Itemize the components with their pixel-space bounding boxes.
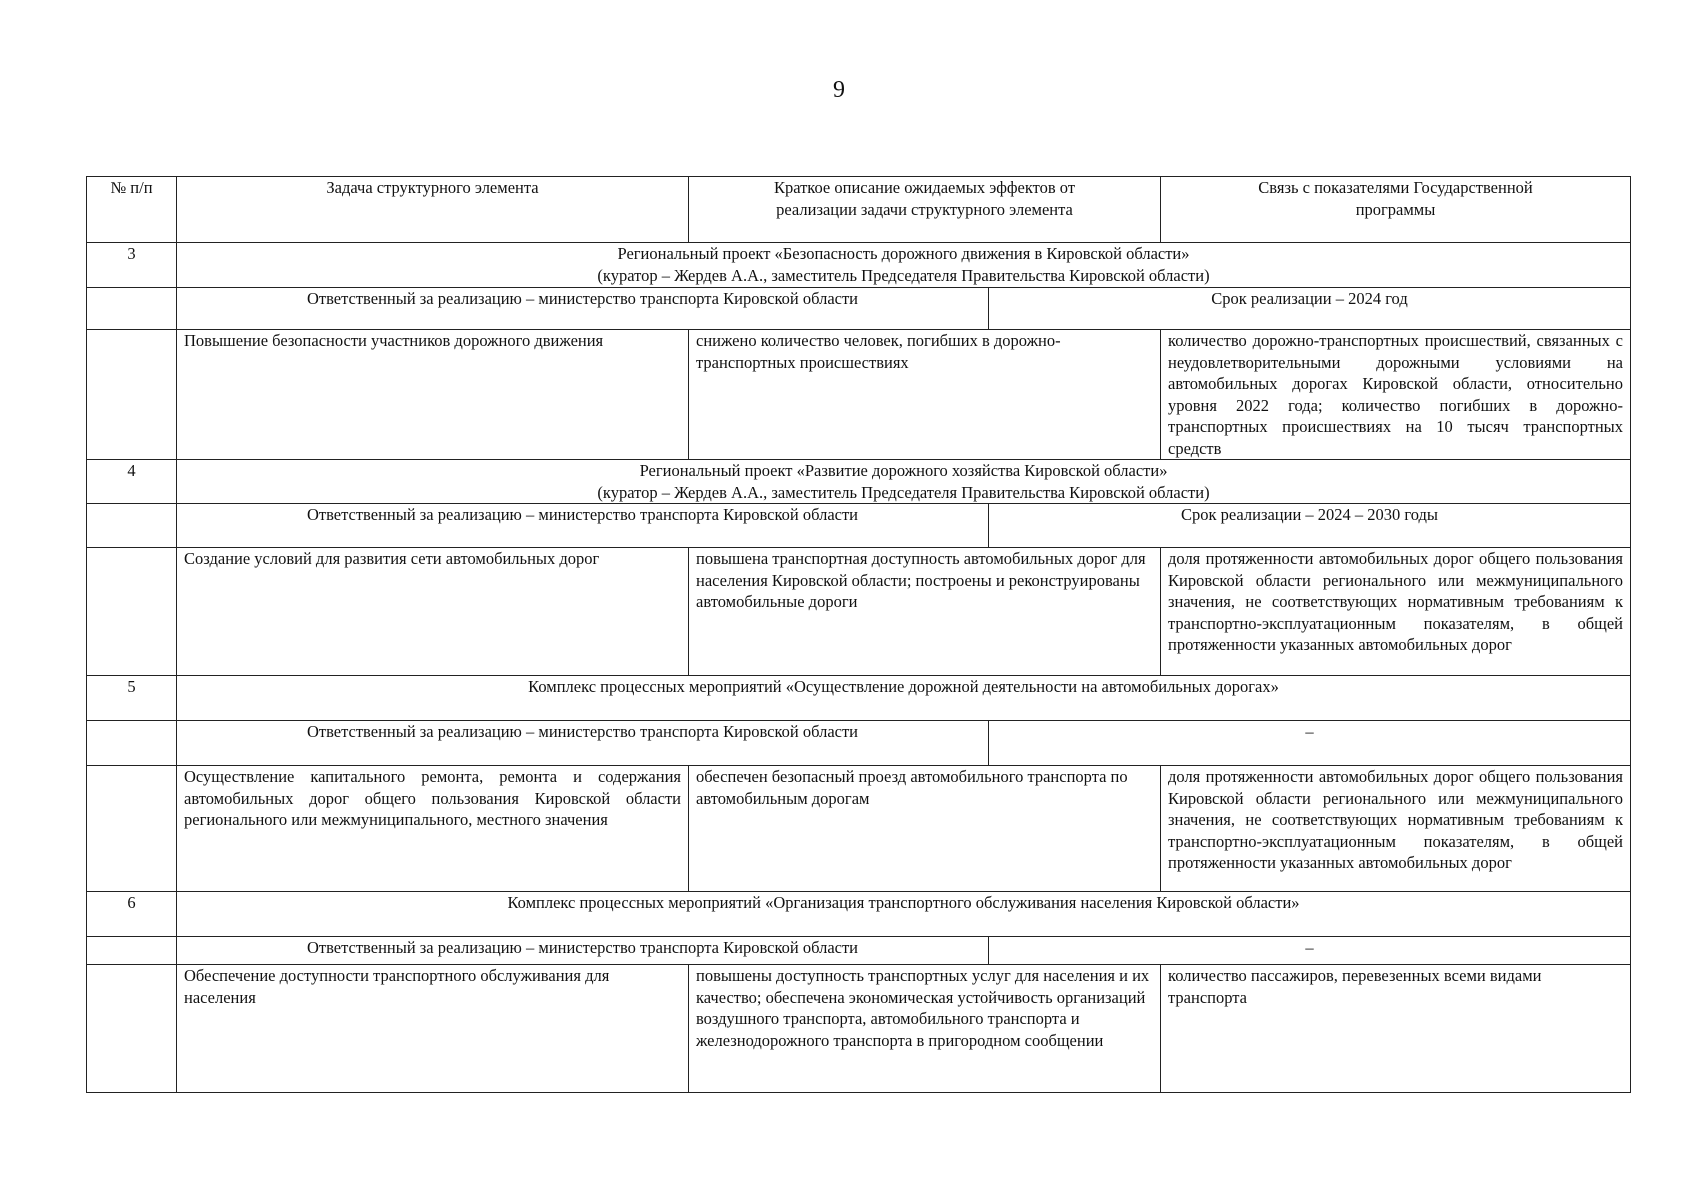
responsible-cell: Ответственный за реализацию – министерство транспорта Кировской области [177,288,989,330]
header-link: Связь с показателями Государственной программы [1161,177,1631,243]
section-title-row [87,243,1631,288]
section-number: 3 [87,243,177,288]
section-title-row [87,460,1631,504]
section-title-cell [177,243,1631,288]
effects-cell: повышена транспортная доступность автомобильных дорог для населения Кировской области; построены и реконструированы автомобильные дороги [689,548,1161,676]
section-title-row [87,892,1631,937]
header-effects: Краткое описание ожидаемых эффектов от реализации задачи структурного элемента [689,177,1161,243]
responsible-row [87,504,1631,548]
term-cell: – [989,721,1631,766]
indicator-link-cell: доля протяженности автомобильных дорог общего пользования Кировской области регионального или межмуниципального значения, не соответствующих нормативным требованиям к транспортно-эксплуатационным показателям, в общей протяженности указанных автомобильных дорог [1161,766,1631,892]
section-title: Комплекс процессных мероприятий «Осуществление дорожной деятельности на автомобильных дорогах» [177,676,1631,721]
header-row [87,177,1631,243]
term-cell: – [989,937,1631,965]
task-cell: Создание условий для развития сети автомобильных дорог [177,548,689,676]
section-number: 6 [87,892,177,937]
section-curator: (куратор – Жердев А.А., заместитель Председателя Правительства Кировской области) [597,482,1210,502]
indicator-link-cell: количество пассажиров, перевезенных всеми видами транспорта [1161,965,1631,1093]
effects-cell: обеспечен безопасный проезд автомобильного транспорта по автомобильным дорогам [689,766,1161,892]
term-cell: Срок реализации – 2024 год [989,288,1631,330]
responsible-row [87,721,1631,766]
indicator-link-cell: количество дорожно-транспортных происшествий, связанных с неудовлетворительными дорожными условиями на автомобильных дорогах Кировской области, относительно уровня 2022 года; количество погибших в дорожно-транспортных происшествиях на 10 тысяч транспортных средств [1161,330,1631,460]
effects-cell: снижено количество человек, погибших в дорожно-транспортных происшествиях [689,330,1161,460]
section-title: Региональный проект «Безопасность дорожного движения в Кировской области» [617,244,1190,263]
task-row [87,965,1631,1093]
section-number: 4 [87,460,177,504]
section-title: Региональный проект «Развитие дорожного хозяйства Кировской области» [639,461,1168,480]
task-cell: Повышение безопасности участников дорожного движения [177,330,689,460]
header-number: № п/п [87,177,177,243]
indicator-link-cell: доля протяженности автомобильных дорог общего пользования Кировской области регионального или межмуниципального значения, не соответствующих нормативным требованиям к транспортно-эксплуатационным показателям, в общей протяженности указанных автомобильных дорог [1161,548,1631,676]
section-title-row [87,676,1631,721]
task-cell: Осуществление капитального ремонта, ремонта и содержания автомобильных дорог общего пользования Кировской области регионального или межмуниципального, местного значения [177,766,689,892]
task-cell: Обеспечение доступности транспортного обслуживания для населения [177,965,689,1093]
responsible-cell: Ответственный за реализацию – министерство транспорта Кировской области [177,721,989,766]
task-row [87,548,1631,676]
header-task: Задача структурного элемента [177,177,689,243]
section-curator: (куратор – Жердев А.А., заместитель Председателя Правительства Кировской области) [597,265,1210,285]
task-row [87,330,1631,460]
task-row [87,766,1631,892]
section-title-cell [177,460,1631,504]
section-title: Комплекс процессных мероприятий «Организация транспортного обслуживания населения Кировской области» [177,892,1631,937]
responsible-cell: Ответственный за реализацию – министерство транспорта Кировской области [177,937,989,965]
term-cell: Срок реализации – 2024 – 2030 годы [989,504,1631,548]
responsible-row [87,937,1631,965]
responsible-cell: Ответственный за реализацию – министерство транспорта Кировской области [177,504,989,548]
effects-cell: повышены доступность транспортных услуг для населения и их качество; обеспечена экономическая устойчивость организаций воздушного транспорта, автомобильного транспорта и железнодорожного транспорта в пригородном сообщении [689,965,1161,1093]
page-number: 9 [833,77,845,103]
responsible-row [87,288,1631,330]
section-number: 5 [87,676,177,721]
program-structure-table [86,176,1631,1093]
